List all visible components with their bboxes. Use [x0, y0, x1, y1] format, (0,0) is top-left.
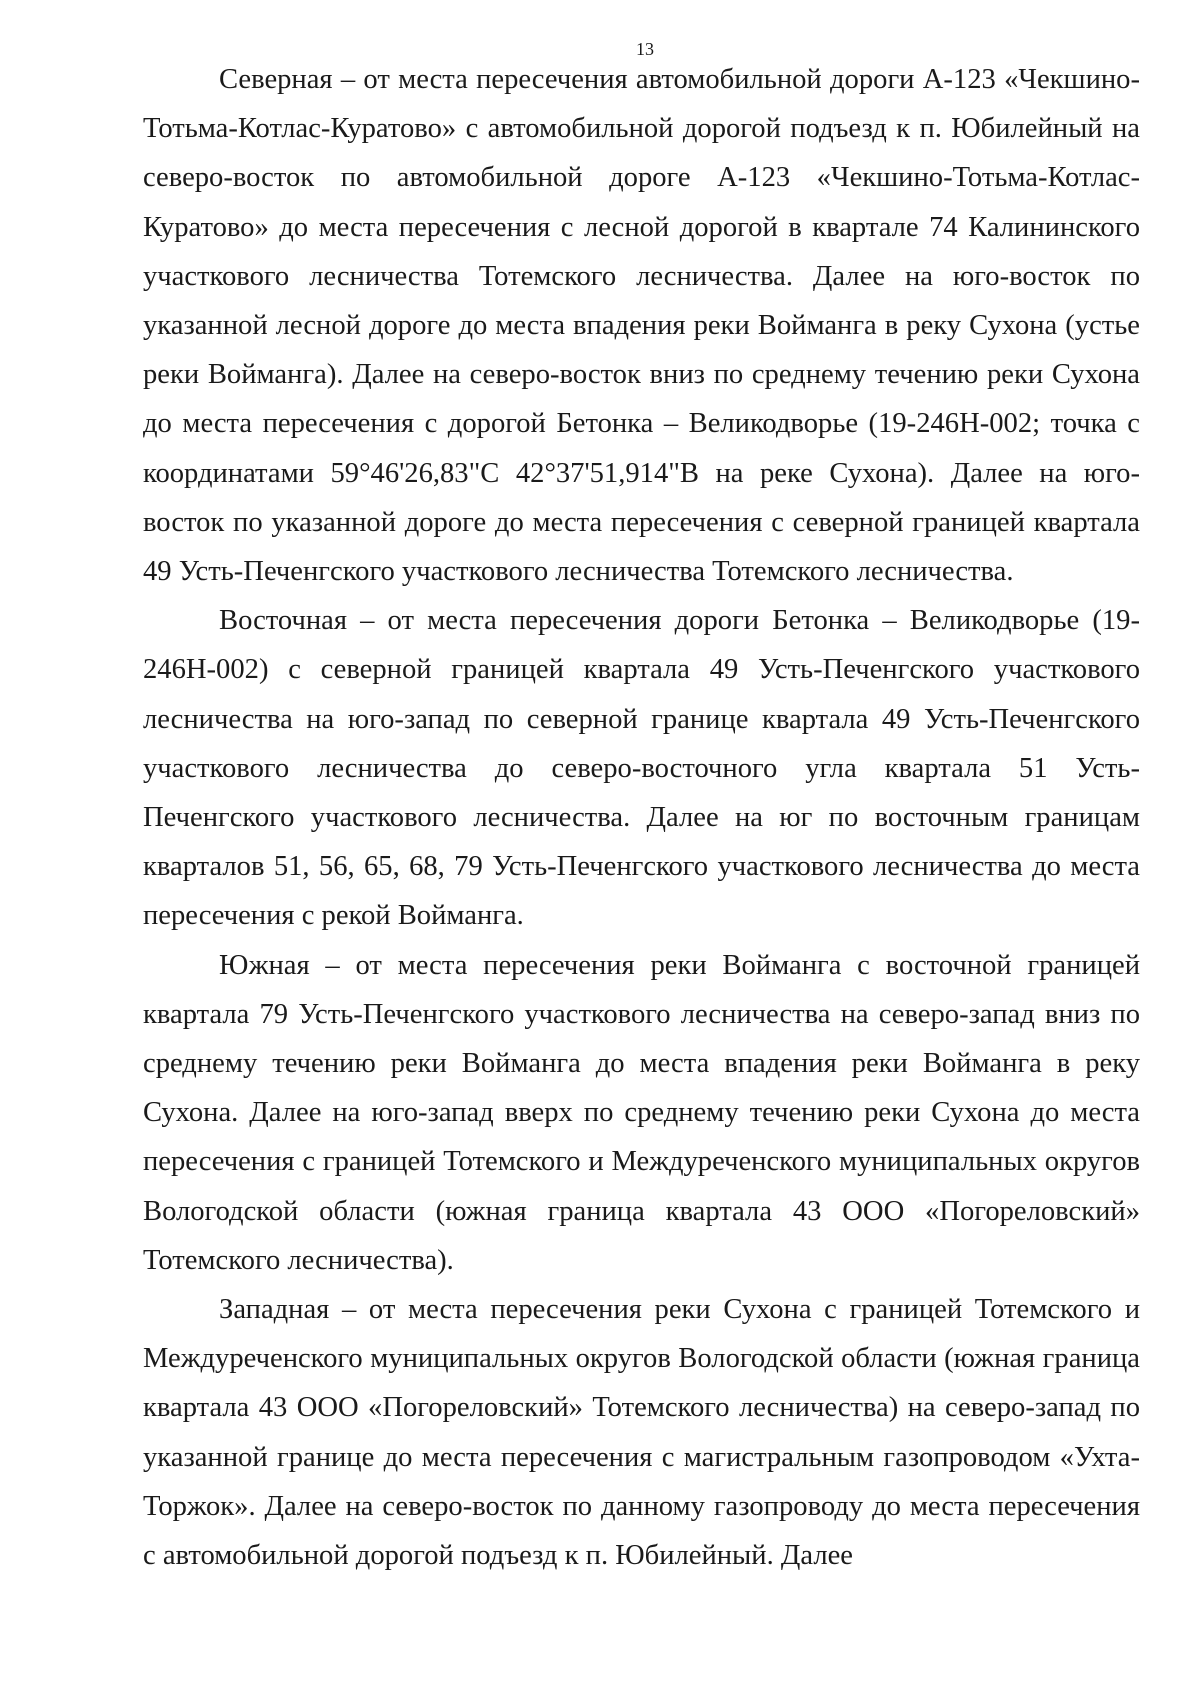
- paragraph-eastern-boundary: Восточная – от места пересечения дороги Бетонка – Великодворье (19-246Н-002) с северной границей квартала 49 Усть-Печенгского участкового лесничества на юго-запад по северной границе квартала 49 Усть-Печенгского участкового лесничества до северо-восточного угла квартала 51 Усть-Печенгского участкового лесничества. Далее на юг по восточным границам кварталов 51, 56, 65, 68, 79 Усть-Печенгского участкового лесничества до места пересечения с рекой Войманга.: [143, 605, 1140, 932]
- paragraph-southern-boundary: Южная – от места пересечения реки Войманга с восточной границей квартала 79 Усть-Печенгского участкового лесничества на северо-запад вниз по среднему течению реки Войманга до места впадения реки Войманга в реку Сухона. Далее на юго-запад вверх по среднему течению реки Сухона до места пересечения с границей Тотемского и Междуреченского муниципальных округов Вологодской области (южная граница квартала 43 ООО «Погореловский» Тотемского лесничества).: [143, 949, 1140, 1276]
- paragraph-northern-boundary: Северная – от места пересечения автомобильной дороги А-123 «Чекшино-Тотьма-Котлас-Куратово» с автомобильной дорогой подъезд к п. Юбилейный на северо-восток по автомобильной дороге А-123 «Чекшино-Тотьма-Котлас-Куратово» до места пересечения с лесной дорогой в квартале 74 Калининского участкового лесничества Тотемского лесничества. Далее на юго-восток по указанной лесной дороге до места впадения реки Войманга в реку Сухона (устье реки Войманга). Далее на северо-восток вниз по среднему течению реки Сухона до места пересечения с дорогой Бетонка – Великодворье (19-246Н-002; точка с координатами 59°46'26,83"С 42°37'51,914"В на реке Сухона). Далее на юго-восток по указанной дороге до места пересечения с северной границей квартала 49 Усть-Печенгского участкового лесничества Тотемского лесничества.: [143, 64, 1140, 588]
- page-number: 13: [636, 39, 654, 59]
- document-body: [143, 55, 1140, 1580]
- paragraph-western-boundary: Западная – от места пересечения реки Сухона с границей Тотемского и Междуреченского муниципальных округов Вологодской области (южная граница квартала 43 ООО «Погореловский» Тотемского лесничества) на северо-запад по указанной границе до места пересечения с магистральным газопроводом «Ухта-Торжок». Далее на северо-восток по данному газопроводу до места пересечения с автомобильной дорогой подъезд к п. Юбилейный. Далее: [143, 1294, 1140, 1572]
